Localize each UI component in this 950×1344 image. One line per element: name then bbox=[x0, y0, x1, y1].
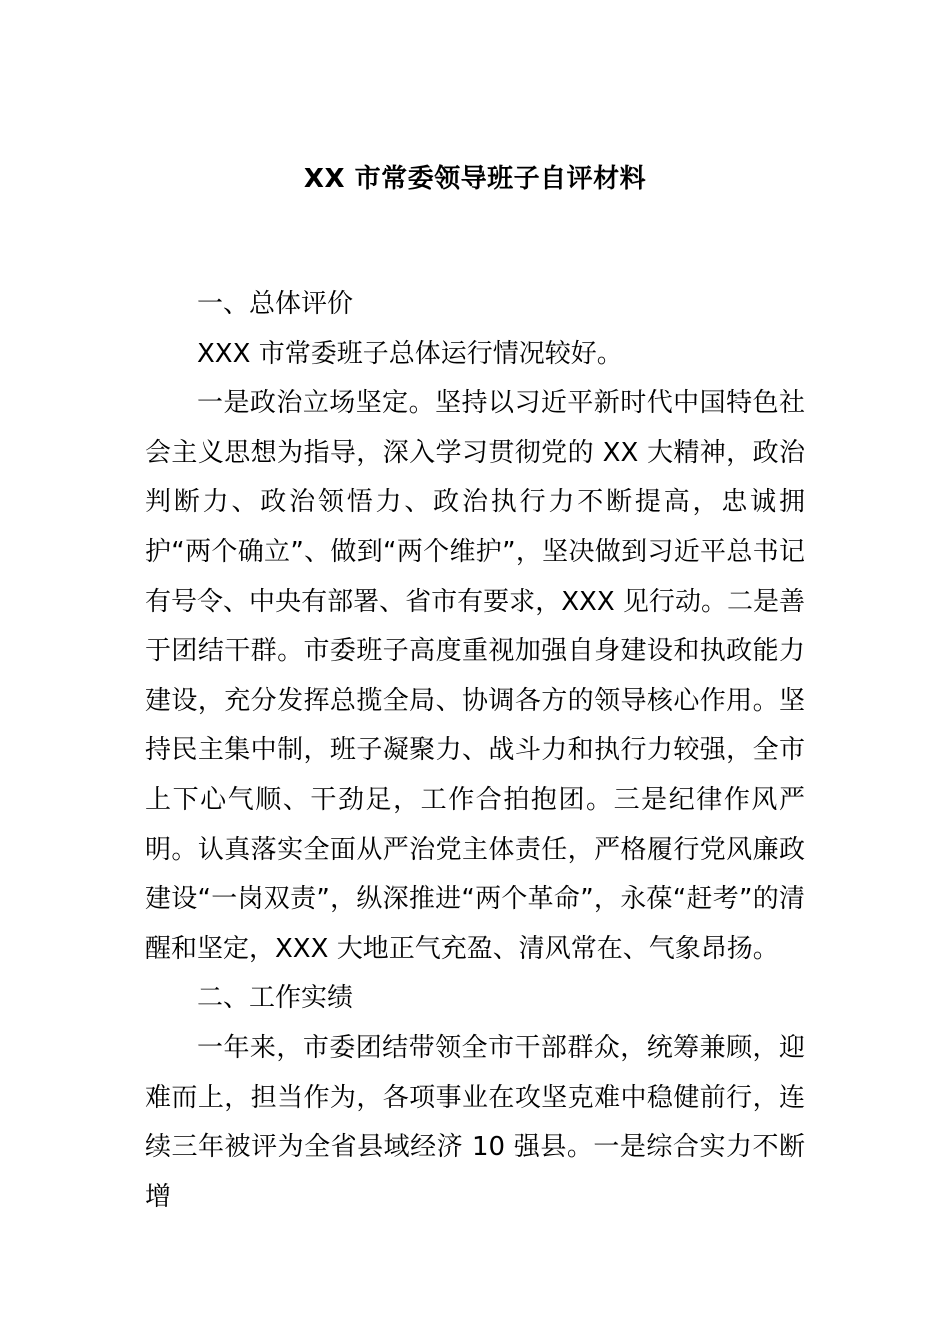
section-heading-work-achievements: 二、工作实绩 bbox=[197, 983, 354, 1014]
section-heading-overall-evaluation: 一、总体评价 bbox=[197, 289, 354, 319]
overall-summary-paragraph: XXX 市常委班子总体运行情况较好。 bbox=[197, 338, 623, 369]
document-title: XX 市常委领导班子自评材料 bbox=[303, 164, 647, 194]
evaluation-detail-paragraph: 一是政治立场坚定。坚持以习近平新时代中国特色社会主义思想为指导，深入学习贯彻党的 XX 大精神，政治判断力、政治领悟力、政治执行力不断提高，忠诚拥护“两个确立”、做到“两个维护”，坚决做到习近平总书记有号令、中央有部署、省市有要求，XXX 见行动。二是善于团结干群。市委班子高度重视加强自身建设和执政能力建设，充分发挥总揽全局、协调各方的领导核心作用。坚持民主集中制，班子凝聚力、战斗力和执行力较强，全市上下心气顺、干劲足，工作合拍抱团。三是纪律作风严明。认真落实全面从严治党主体责任，严格履行党风廉政建设“一岗双责”，纵深推进“两个革命”，永葆“赶考”的清醒和坚定，XXX 大地正气充盈、清风常在、气象昂扬。 bbox=[145, 388, 805, 964]
achievements-paragraph: 一年来，市委团结带领全市干部群众，统筹兼顾，迎难而上，担当作为，各项事业在攻坚克难中稳健前行，连续三年被评为全省县域经济 10 强县。一是综合实力不断增 bbox=[145, 1032, 805, 1212]
document-body bbox=[145, 280, 805, 1222]
